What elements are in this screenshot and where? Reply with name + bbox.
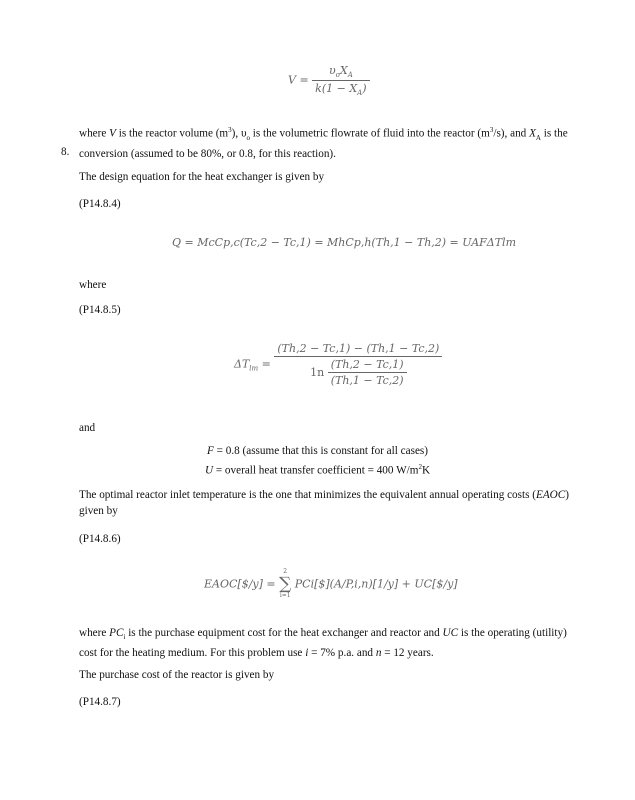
line-u-value: U = overall heat transfer coefficient = 400 $W/m^2K$ — [204, 463, 431, 477]
label-p14-8-6: (P14.8.6) — [79, 533, 121, 545]
label-p14-8-4: (P14.8.4) — [79, 198, 121, 210]
volume-fraction: $\frac{\upsilon_oX_A}{k(1 - X_A)}$ — [312, 64, 369, 97]
para-where-v: where V is the reactor volume $(m^3)$, $\upsilon_o$ is the volumetric flowrate of fluid into the reactor $(m^3/s)$, and $X_A$ is the conversion (assumed to be 80%, or 0.8, for this reaction). — [79, 126, 568, 160]
word-and: and — [79, 422, 96, 434]
line-f-value: F = 0.8 (assume that this is constant for all cases) — [206, 445, 428, 457]
word-where: where — [79, 279, 107, 291]
summation-sign: 2 ∑ i=1 — [279, 568, 292, 599]
equation-reactor-volume: V = $\frac{\upsilon_oX_A}{k(1 - X_A)}$ — [288, 64, 370, 97]
para-purchase: The purchase cost of the reactor is given by — [79, 669, 275, 681]
label-p14-8-5: (P14.8.5) — [79, 304, 121, 316]
equation-lmtd: $\Delta T_{lm}$ = (Th,2 − Tc,1) − (Th,1 − Tc,2) 1n $\frac{(Th,2 - Tc,1)}{(Th,1 - Tc,2)}$ — [234, 342, 442, 387]
equation-heat-exchanger: Q = McCp,c(Tc,2 − Tc,1) = MhCp,h(Th,1 − Th,2) = UAFΔTlm — [172, 236, 517, 249]
lmtd-fraction: (Th,2 − Tc,1) − (Th,1 − Tc,2) 1n $\frac{(Th,2 - Tc,1)}{(Th,1 - Tc,2)}$ — [274, 342, 442, 387]
para-design: The design equation for the heat exchanger is given by — [79, 171, 325, 183]
label-p14-8-7: (P14.8.7) — [79, 696, 121, 708]
problem-number: 8. — [61, 146, 70, 158]
para-optimal: The optimal reactor inlet temperature is the one that minimizes the equivalent annual operating costs (EAOC) given by — [79, 489, 569, 517]
equation-eaoc: EAOC[$/y] = 2 ∑ i=1 PCi[$](A/P,i,n)[1/y] + UC[$/y] — [204, 568, 458, 599]
para-pc: where $PC_i$ is the purchase equipment cost for the heat exchanger and reactor and UC is the operating (utility) cost for the heating medium. For this problem use i = 7% p.a. and n = 12 years. — [79, 627, 567, 660]
